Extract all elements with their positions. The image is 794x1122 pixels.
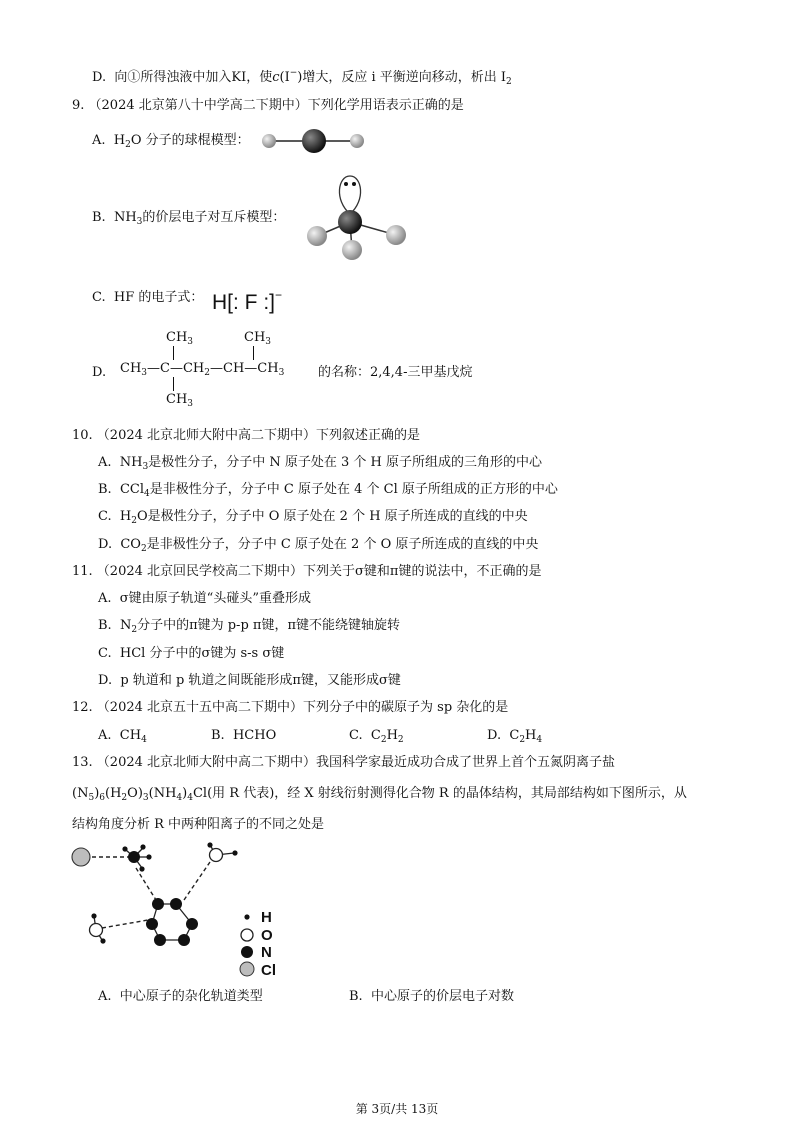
option-text: 是非极性分子，分子中 C 原子处在 2 个 O 原子所连成的直线的中央 (146, 537, 539, 552)
option-text: 分子中的π键为 p-p π键，π键不能绕键轴旋转 (137, 618, 400, 633)
n-atom (186, 918, 198, 930)
q9-option-a (92, 132, 250, 154)
q10-option-a (98, 454, 542, 476)
legend-n-symbol (241, 946, 253, 958)
option-label: A. (98, 591, 112, 606)
formula-part: CO (120, 537, 141, 552)
q13-option-b (349, 988, 514, 1006)
q9-option-d-text: 的名称：2,4,4-三甲基戊烷 (318, 365, 473, 380)
q11-option-a (98, 590, 311, 608)
subscript: 2 (204, 368, 210, 378)
methyl-bottom (166, 392, 193, 412)
q9-option-b (92, 209, 285, 231)
n-atom (170, 898, 182, 910)
formula-part: (H (105, 786, 122, 801)
option-label: B. (349, 989, 363, 1004)
subscript: 6 (99, 793, 105, 803)
option-label: A. (98, 728, 112, 743)
o-atom (210, 849, 223, 862)
q10-stem: 10. （2024 北京北师大附中高二下期中）下列叙述正确的是 (72, 428, 421, 443)
q11-option-c (98, 645, 284, 663)
q11-stem: 11. （2024 北京回民学校高二下期中）下列关于σ键和π键的说法中，不正确的是 (72, 564, 542, 579)
formula-part: (N (72, 786, 89, 801)
option-text: HF 的电子式： (113, 290, 204, 305)
conc-symbol: c (272, 70, 280, 85)
h-atom (350, 134, 364, 148)
q12-option-b (211, 727, 276, 745)
option-label: A. (98, 989, 112, 1004)
formula-part: N (119, 618, 132, 633)
option-text-2: 增大，反应 i 平衡逆向移动，析出 I (302, 70, 507, 85)
formula-part: —C—CH (147, 361, 205, 376)
formula-part: —CH—CH (210, 361, 279, 376)
formula-part: CH (166, 330, 188, 345)
subscript: 2 (121, 793, 128, 803)
formula: H[: F :] (212, 291, 275, 314)
h2o-ball-stick-model (258, 126, 370, 156)
option-text: 中心原子的价层电子对数 (370, 989, 514, 1004)
legend-h-symbol (244, 914, 249, 919)
q11-option-d (98, 672, 401, 690)
option-label: B. (98, 482, 112, 497)
subscript: 2 (397, 735, 404, 745)
h-atom (342, 240, 362, 260)
n-atom (178, 934, 190, 946)
n-atom (128, 851, 140, 863)
electron-dot (344, 182, 348, 186)
subscript: 2 (140, 544, 147, 554)
option-text: O是极性分子，分子中 O 原子处在 2 个 H 原子所连成的直线的中央 (136, 509, 528, 524)
q13-stem: 13. （2024 北京北师大附中高二下期中）我国科学家最近成功合成了世界上首个五氮阴离子盐 (72, 755, 616, 770)
structural-formula (120, 330, 320, 410)
bond-line (253, 346, 254, 360)
option-text: 向①所得浊液中加入KI，使 (114, 70, 273, 85)
formula-part: (NH (148, 786, 177, 801)
option-text: p 轨道和 p 轨道之间既能形成π键，又能形成σ键 (120, 673, 401, 688)
option-label: D. (98, 537, 113, 552)
formula-part: H (525, 728, 537, 743)
q12-option-a (98, 727, 147, 749)
subscript: 3 (187, 337, 194, 347)
subscript: 4 (144, 489, 150, 499)
subscript: 3 (278, 368, 285, 378)
subscript: 4 (536, 735, 543, 745)
option-label: C. (92, 290, 106, 305)
option-label: C. (98, 509, 112, 524)
formula-part: ) (94, 786, 100, 801)
q12-stem: 12. （2024 北京五十五中高二下期中）下列分子中的碳原子为 sp 杂化的是 (72, 700, 509, 715)
option-text: σ键由原子轨道“头碰头”重叠形成 (119, 591, 311, 606)
q8-option-d: D. 向①所得浊液中加入KI，使c(I−)增大，反应 i 平衡逆向移动，析出 $I_2$ (92, 68, 512, 87)
h-atom (146, 854, 151, 859)
q10-option-b (98, 481, 558, 503)
subscript: 3 (136, 217, 143, 227)
n-atom (146, 918, 158, 930)
methyl-top-2 (244, 330, 271, 350)
formula-part: CCl (119, 482, 145, 497)
legend-cl-label: Cl (261, 962, 276, 979)
formula-part: ) (182, 786, 188, 801)
o-atom (90, 924, 103, 937)
legend-o-symbol (241, 929, 253, 941)
h-atom (122, 846, 127, 851)
formula-part: NH (113, 210, 137, 225)
subscript: 2 (131, 625, 138, 635)
legend-h-label: H (261, 909, 272, 926)
h-atom (140, 844, 145, 849)
option-label: B. (92, 210, 106, 225)
formula-part: H (386, 728, 398, 743)
formula-part: O) (127, 786, 143, 801)
hf-electron-formula (212, 282, 282, 316)
option-text: 的价层电子对互斥模型： (142, 210, 286, 225)
nh3-vsepr-model (300, 172, 412, 264)
formula-part: CH (120, 361, 142, 376)
page-footer: 第 3页/共 13页 (355, 1102, 439, 1116)
h-atom (232, 850, 237, 855)
n-atom (154, 934, 166, 946)
stem-text: (用 R 代表)，经 X 射线衍射测得化合物 R 的晶体结构，其局部结构如下图所示，从 (207, 786, 687, 801)
formula-part: H (119, 509, 132, 524)
n-atom (152, 898, 164, 910)
subscript: 4 (176, 793, 183, 803)
q13-option-a (98, 988, 263, 1006)
option-text: HCl 分子中的σ键为 s-s σ键 (119, 646, 285, 661)
lone-pair-lobe (339, 176, 360, 214)
subscript: 3 (265, 337, 272, 347)
subscript: 5 (88, 793, 95, 803)
electron-dot (352, 182, 356, 186)
formula-part: C (509, 728, 520, 743)
formula-part: CH (244, 330, 266, 345)
h-atom (139, 866, 144, 871)
formula-part: NH (119, 455, 143, 470)
subscript: 3 (141, 368, 148, 378)
option-label: D. (98, 673, 113, 688)
q9-option-d-label: D. (92, 365, 107, 380)
option-label: D. (92, 70, 107, 85)
q12-option-d (487, 727, 542, 749)
legend-n-label: N (261, 944, 272, 961)
subscript: 2 (519, 735, 526, 745)
option-text: O 分子的球棍模型： (130, 133, 250, 148)
formula-part: C (370, 728, 381, 743)
option-label: A. (92, 133, 106, 148)
subscript: 4 (141, 735, 147, 745)
subscript: 2 (125, 140, 131, 150)
option-text: 中心原子的杂化轨道类型 (119, 989, 263, 1004)
ion-charge: − (289, 68, 298, 78)
option-label: A. (98, 455, 112, 470)
main-chain (120, 361, 284, 381)
option-text: 是非极性分子，分子中 C 原子处在 4 个 Cl 原子所组成的正方形的中心 (149, 482, 558, 497)
formula-part: CH (166, 392, 188, 407)
h-atom (386, 225, 406, 245)
option-label: C. (98, 646, 112, 661)
legend-cl-symbol (240, 962, 254, 976)
q11-option-b (98, 617, 400, 639)
o-atom (302, 129, 326, 153)
bond-line (173, 377, 174, 391)
h-atom (100, 938, 105, 943)
subscript: 2 (506, 77, 512, 87)
formula-charge: − (275, 288, 283, 302)
subscript: 4 (187, 793, 193, 803)
h-atom (207, 842, 212, 847)
formula-part: HCHO (232, 728, 277, 743)
h-atom (307, 226, 327, 246)
subscript: 2 (131, 516, 137, 526)
subscript: 3 (142, 793, 149, 803)
formula-part: H (113, 133, 126, 148)
subscript: 3 (142, 462, 149, 472)
q12-option-c (349, 727, 404, 749)
subscript: 3 (187, 399, 194, 409)
q9-stem: 9. （2024 北京第八十中学高二下期中）下列化学用语表示正确的是 (72, 98, 464, 113)
cl-atom (72, 848, 90, 866)
q13-line3: 结构角度分析 R 中两种阳离子的不同之处是 (72, 817, 325, 832)
h-atom (262, 134, 276, 148)
salt-formula (72, 786, 207, 801)
methyl-top-1 (166, 330, 193, 350)
ion-symbol: I (284, 70, 290, 85)
option-label: C. (349, 728, 363, 743)
legend-o-label: O (261, 927, 273, 944)
formula-part: Cl (192, 786, 208, 801)
formula-part: CH (119, 728, 142, 743)
q9-option-c (92, 289, 203, 307)
option-label: B. (98, 618, 112, 633)
q10-option-c (98, 508, 528, 530)
q13-line2 (72, 785, 687, 807)
q10-option-d (98, 536, 538, 558)
crystal-structure-diagram (68, 840, 308, 980)
subscript: 2 (380, 735, 387, 745)
bond-line (173, 346, 174, 360)
h-atom (91, 913, 96, 918)
option-label: B. (211, 728, 225, 743)
option-text: 是极性分子，分子中 N 原子处在 3 个 H 原子所组成的三角形的中心 (148, 455, 543, 470)
option-label: D. (487, 728, 502, 743)
n-atom (338, 210, 362, 234)
